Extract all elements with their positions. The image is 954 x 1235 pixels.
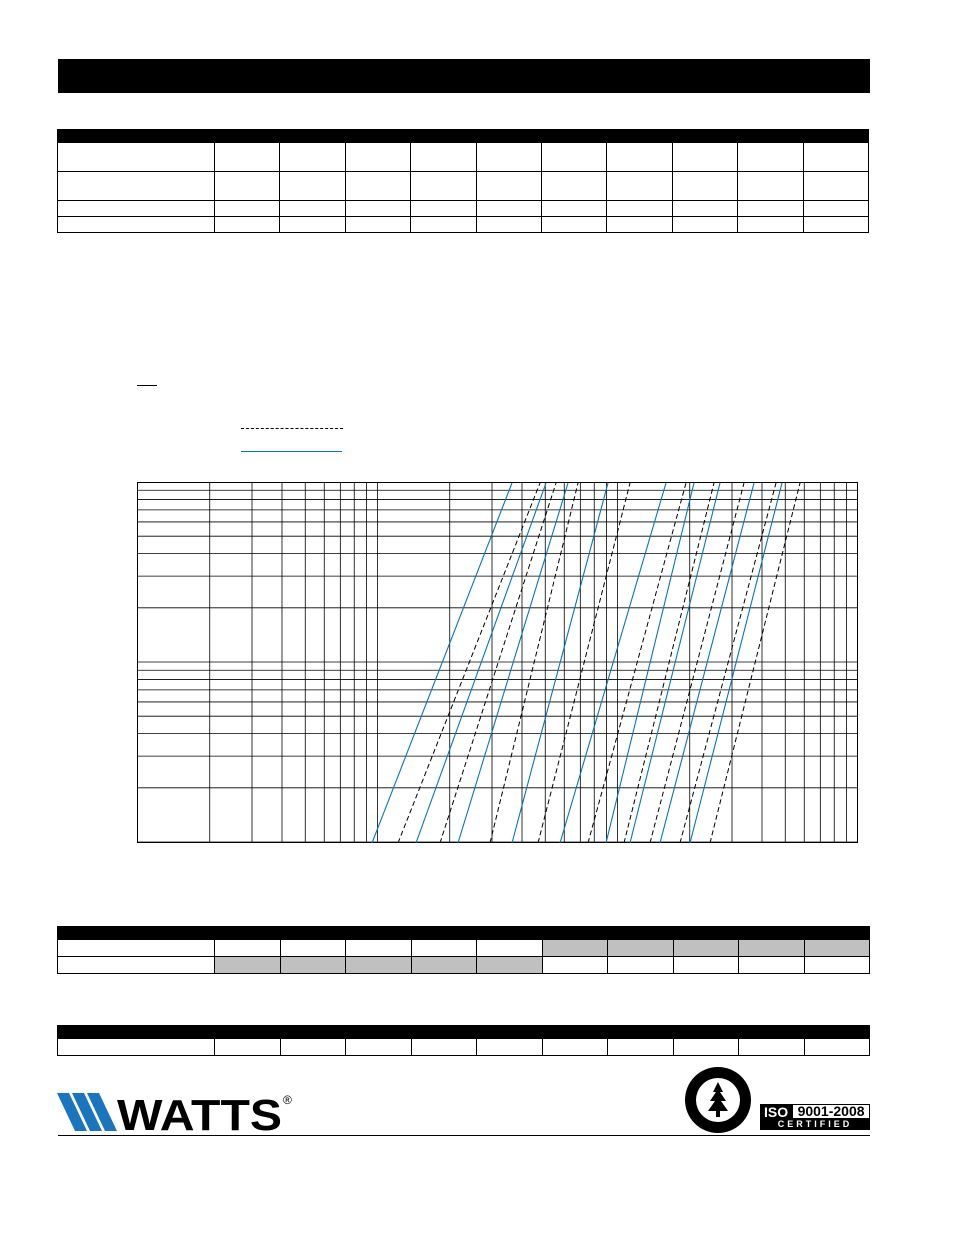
legend-dashed-line <box>241 428 343 429</box>
title-bar <box>58 59 870 93</box>
spec-table-2 <box>57 926 870 974</box>
iso-number: 9001-2008 <box>792 1104 870 1119</box>
legend-solid-line <box>241 451 342 452</box>
iso-label: ISO <box>760 1104 792 1119</box>
watts-logo <box>57 1090 297 1134</box>
registered-mark: ® <box>283 1093 292 1107</box>
iso-certification-badge <box>760 1104 870 1130</box>
watts-logo-stripes <box>57 1093 117 1131</box>
usgbc-seal <box>683 1065 753 1135</box>
note-underline <box>137 385 157 386</box>
spec-table-1 <box>57 129 869 233</box>
iso-certified-label: CERTIFIED <box>760 1119 870 1130</box>
footer-rule <box>58 1135 870 1136</box>
spec-table-3 <box>57 1025 870 1056</box>
flow-chart <box>137 482 859 844</box>
watts-wordmark: WATTS <box>117 1091 282 1134</box>
